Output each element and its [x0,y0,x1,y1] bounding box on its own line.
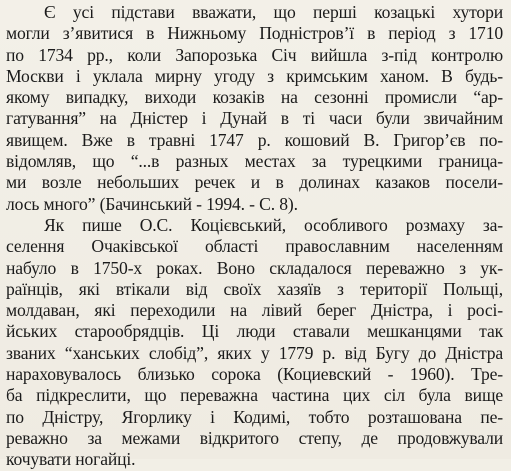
text-line: званих “ханських слобід”, яких у 1779 р. від Бугу до Дністра [6,342,503,363]
paragraph-1 [6,2,503,215]
text-line: по 1734 рр., коли Запорозька Січ вийшла з-під контролю [6,44,503,65]
text-line: кочувати ногайці. [6,449,136,470]
text-line: лось много” (Бачинський - 1994. - С. 8). [6,193,298,214]
text-line: по Дністру, Ягорлику і Кодимі, тобто розташована пе- [6,406,503,427]
text-line: явищем. Вже в травні 1747 р. кошовий В. Григор’єв по- [6,129,503,150]
text-line: якому випадку, виходи козаків на сезонні промисли “ар- [6,87,503,108]
text-line: Москви і уклала мирну угоду з кримським ханом. В будь- [6,65,503,86]
document-text [6,2,503,471]
text-line: ба підкреслити, що переважна частина цих сіл була вище [6,385,503,406]
text-line: ми возле небольших речек и в долинах казаков посели- [6,172,503,193]
text-line: молдаван, які переходили на лівий берег Дністра, і росі- [6,300,503,321]
text-line: йських старообрядців. Ці люди ставали мешканцями так [6,321,503,342]
text-line: нараховувалось близько сорока (Коциевский - 1960). Тре- [6,364,503,385]
text-line: Є усі підстави вважати, що перші козацькі хутори [44,2,503,22]
paragraph-2 [6,215,503,471]
text-line: Як пише О.С. Коцієвський, особливого розмаху за- [44,214,503,235]
text-line: реважно за межами відкритого степу, де продовжували [6,427,503,448]
text-line: відомляв, що “...в разных местах за турецкими граница- [6,151,503,172]
text-line: набуло в 1750-х роках. Воно складалося переважно з ук- [6,257,503,278]
text-line: могли з’явитися в Нижньому Подністров’ї в період з 1710 [6,23,503,44]
text-line: гатування” на Дністер і Дунай в ті часи були звичайним [6,108,503,129]
text-line: селення Очаківської області православним населенням [6,236,503,257]
text-line: раїнців, які втікали від своїх хазяїв з території Польщі, [6,278,503,299]
